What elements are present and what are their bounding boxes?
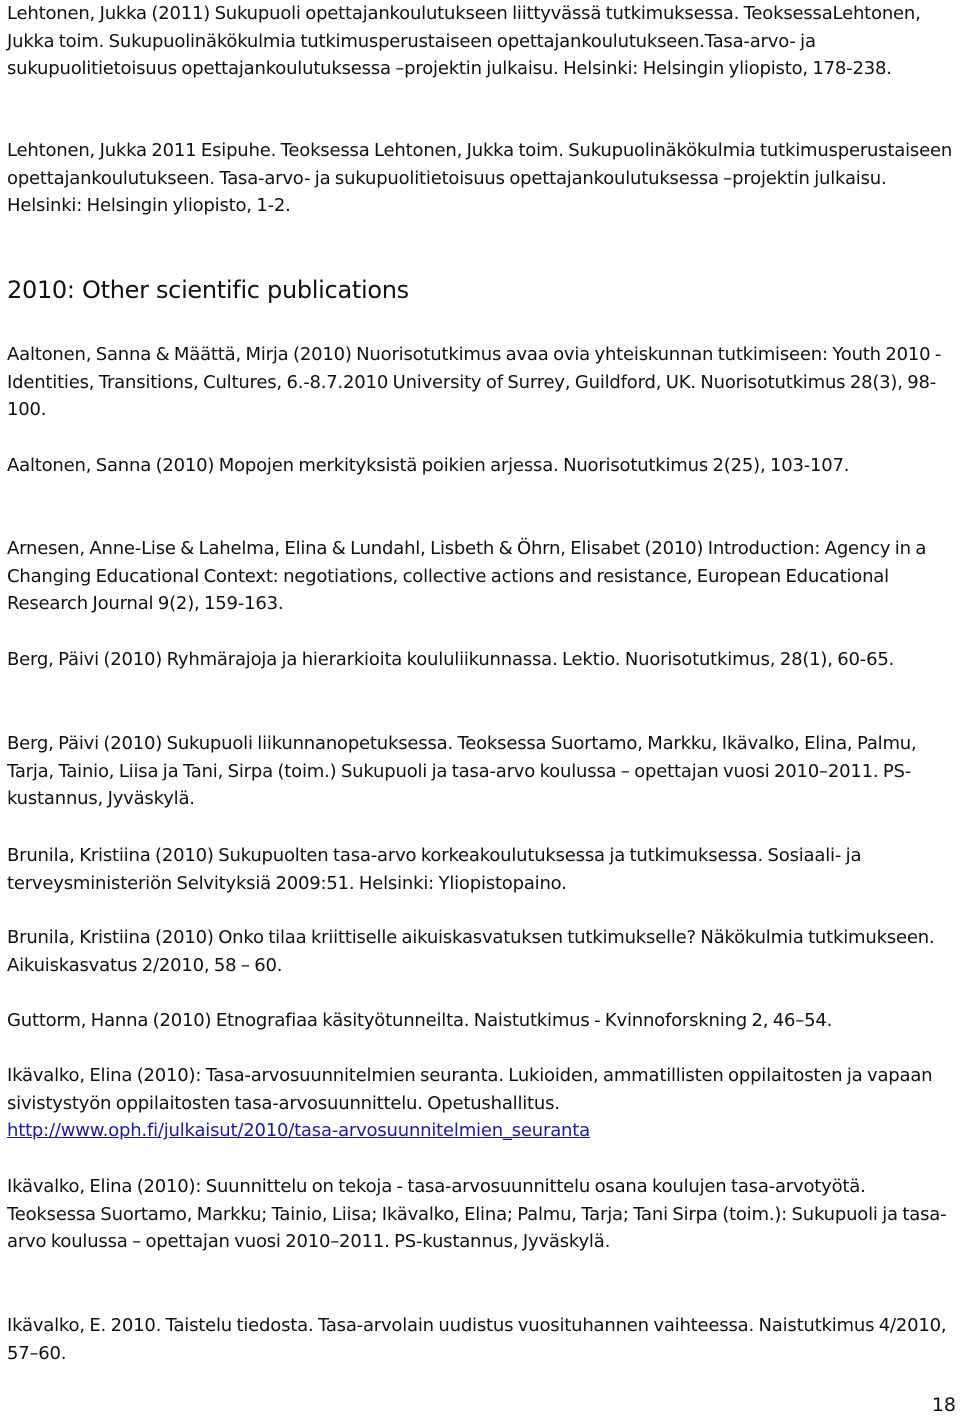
reference-text: Ikävalko, Elina (2010): Tasa-arvosuunnitelmien seuranta. Lukioiden, ammatillisten oppilaitosten ja vapaan sivistystyön oppilaitosten tasa-arvosuunnittelu. Opetushallitus. bbox=[7, 1065, 933, 1114]
reference-entry: Aaltonen, Sanna & Määttä, Mirja (2010) Nuorisotutkimus avaa ovia yhteiskunnan tutkimiseen: Youth 2010 - Identities, Transitions, Cultures, 6.-8.7.2010 University of Surrey, Guildford, UK. Nuorisotutkimus 28(3), 98-100. bbox=[7, 344, 942, 421]
reference-entry: Guttorm, Hanna (2010) Etnografiaa käsityötunneilta. Naistutkimus - Kvinnoforskning 2, 46–54. bbox=[7, 1010, 833, 1031]
reference-entry bbox=[7, 1062, 955, 1145]
reference-entry: Berg, Päivi (2010) Ryhmärajoja ja hierarkioita koululiikunnassa. Lektio. Nuorisotutkimus, 28(1), 60-65. bbox=[7, 649, 895, 670]
reference-entry: Ikävalko, Elina (2010): Suunnittelu on tekoja - tasa-arvosuunnittelu osana koulujen tasa-arvotyötä. Teoksessa Suortamo, Markku; Tainio, Liisa; Ikävalko, Elina; Palmu, Tarja; Tani Sirpa (toim.): Sukupuoli ja tasa-arvo koulussa – opettajan vuosi 2010–2011. PS-kustannus, Jyväskylä. bbox=[7, 1176, 947, 1253]
reference-entry: Brunila, Kristiina (2010) Onko tilaa kriittiselle aikuiskasvatuksen tutkimukselle? Näkökulmia tutkimukseen. Aikuiskasvatus 2/2010, 58 – 60. bbox=[7, 927, 935, 976]
reference-entry: Lehtonen, Jukka 2011 Esipuhe. Teoksessa Lehtonen, Jukka toim. Sukupuolinäkökulmia tutkimusperustaiseen opettajankoulutukseen. Tasa-arvo- ja sukupuolitietoisuus opettajankoulutuksessa –projektin julkaisu. Helsinki: Helsingin yliopisto, 1-2. bbox=[7, 140, 953, 217]
reference-link[interactable]: http://www.oph.fi/julkaisut/2010/tasa-arvosuunnitelmien_seuranta bbox=[7, 1120, 590, 1142]
reference-entry: Ikävalko, E. 2010. Taistelu tiedosta. Tasa-arvolain uudistus vuosituhannen vaihteessa. Naistutkimus 4/2010, 57–60. bbox=[7, 1315, 947, 1364]
reference-entry: Arnesen, Anne-Lise & Lahelma, Elina & Lundahl, Lisbeth & Öhrn, Elisabet (2010) Introduction: Agency in a Changing Educational Context: negotiations, collective actions and resistance, European Educational Research Journal 9(2), 159-163. bbox=[7, 538, 927, 615]
reference-entry: Aaltonen, Sanna (2010) Mopojen merkityksistä poikien arjessa. Nuorisotutkimus 2(25), 103-107. bbox=[7, 455, 850, 476]
page-number: 18 bbox=[931, 1394, 956, 1416]
section-heading: 2010: Other scientific publications bbox=[7, 276, 409, 304]
reference-entry: Brunila, Kristiina (2010) Sukupuolten tasa-arvo korkeakoulutuksessa ja tutkimuksessa. Sosiaali- ja terveysministeriön Selvityksiä 2009:51. Helsinki: Yliopistopaino. bbox=[7, 845, 862, 894]
reference-entry: Berg, Päivi (2010) Sukupuoli liikunnanopetuksessa. Teoksessa Suortamo, Markku, Ikävalko, Elina, Palmu, Tarja, Tainio, Liisa ja Tani, Sirpa (toim.) Sukupuoli ja tasa-arvo koulussa – opettajan vuosi 2010–2011. PS-kustannus, Jyväskylä. bbox=[7, 733, 917, 810]
reference-entry: Lehtonen, Jukka (2011) Sukupuoli opettajankoulutukseen liittyvässä tutkimuksessa. TeoksessaLehtonen, Jukka toim. Sukupuolinäkökulmia tutkimusperustaiseen opettajankoulutukseen.Tasa-arvo- ja sukupuolitietoisuus opettajankoulutuksessa –projektin julkaisu. Helsinki: Helsingin yliopisto, 178-238. bbox=[7, 3, 921, 80]
